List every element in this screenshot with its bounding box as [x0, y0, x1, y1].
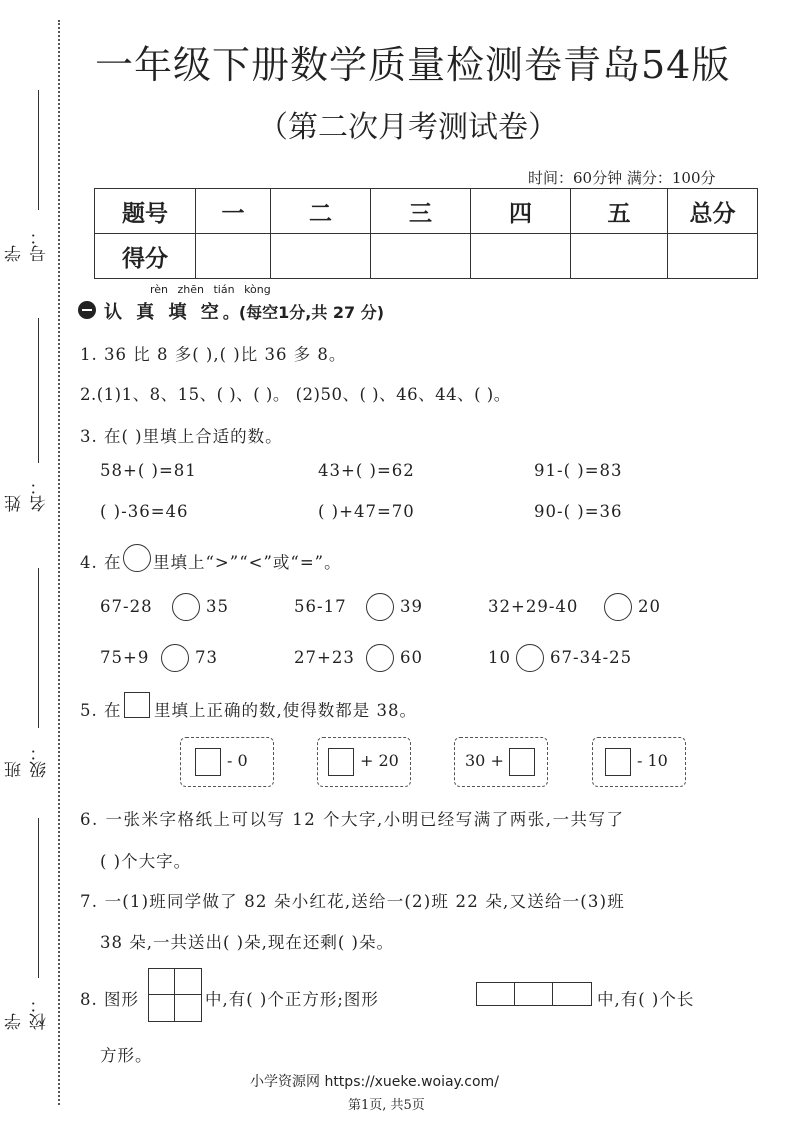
q5-expression-text: + 20	[360, 751, 399, 770]
q5-answer-square[interactable]	[509, 748, 535, 776]
rectangle-strip-figure	[476, 982, 592, 1006]
score-header-cell: 五	[571, 189, 668, 234]
score-row-label: 得分	[95, 234, 196, 279]
q5-expression-box	[592, 737, 686, 787]
grid-line	[174, 969, 175, 1021]
page-number: 第1页, 共5页	[348, 1098, 425, 1113]
question-4-prefix: 4. 在	[80, 553, 122, 572]
time-info: 时间：60分钟 满分：100分	[528, 169, 716, 187]
class-label: 班级：	[5, 744, 50, 778]
question-8-suffix: 中,有( )个长	[597, 990, 695, 1009]
question-6-line1: 6. 一张米字格纸上可以写 12 个大字,小明已经写满了两张,一共写了	[80, 810, 625, 829]
name-line	[38, 318, 39, 463]
score-table-score-row	[95, 234, 758, 279]
question-1: 1. 36 比 8 多( ),( )比 36 多 8。	[80, 345, 347, 364]
q4-right-expr: 39	[400, 597, 423, 616]
q5-expression-box	[317, 737, 411, 787]
question-5-text: 里填上正确的数,使得数都是 38。	[154, 701, 417, 720]
square-grid-figure	[148, 968, 202, 1022]
page-subtitle: （第二次月考测试卷）	[258, 110, 558, 145]
score-cell[interactable]	[271, 234, 371, 279]
q4-answer-circle[interactable]	[161, 644, 189, 672]
q4-right-expr: 67-34-25	[550, 648, 633, 667]
question-4-text: 里填上“>”“<”或“=”。	[153, 553, 342, 572]
score-header-cell: 总分	[668, 189, 758, 234]
q3-item: 90-( )=36	[534, 502, 623, 521]
school-label: 学校：	[5, 996, 50, 1030]
q4-left-expr: 75+9	[100, 648, 150, 667]
question-7-line1: 7. 一(1)班同学做了 82 朵小红花,送给一(2)班 22 朵,又送给一(3)班	[80, 892, 625, 911]
answer-square-icon	[124, 692, 150, 718]
q3-item: 43+( )=62	[318, 461, 415, 480]
name-label: 姓名：	[5, 478, 50, 512]
score-header-cell: 一	[196, 189, 271, 234]
section-pinyin: rèn zhēn tián kòng	[150, 283, 271, 296]
score-header-cell: 三	[371, 189, 471, 234]
section-title	[104, 298, 384, 324]
q4-left-expr: 27+23	[294, 648, 355, 667]
student-id-line	[38, 90, 39, 210]
q3-item: ( )+47=70	[318, 502, 415, 521]
q3-item: 91-( )=83	[534, 461, 623, 480]
q4-right-expr: 35	[206, 597, 229, 616]
section-title-text: 认 真 填 空	[104, 302, 223, 323]
section-note: 。(每空1分,共 27 分)	[222, 303, 385, 322]
score-header-cell: 四	[471, 189, 571, 234]
class-line	[38, 568, 39, 728]
grid-line	[149, 994, 201, 995]
question-2: 2.(1)1、8、15、( )、( )。 (2)50、( )、46、44、( )。	[80, 385, 511, 404]
question-8-prefix: 8. 图形	[80, 990, 139, 1009]
q4-answer-circle[interactable]	[604, 593, 632, 621]
grid-line	[514, 983, 515, 1005]
q5-expression-box	[180, 737, 274, 787]
q3-item: ( )-36=46	[100, 502, 189, 521]
q4-left-expr: 10	[488, 648, 511, 667]
q5-expression-text: - 0	[227, 751, 248, 770]
question-6-line2: ( )个大字。	[100, 852, 192, 871]
score-cell[interactable]	[668, 234, 758, 279]
question-3: 3. 在( )里填上合适的数。	[80, 427, 283, 446]
q5-answer-square[interactable]	[328, 748, 354, 776]
score-header-cell: 二	[271, 189, 371, 234]
score-table-header-row	[95, 189, 758, 234]
compare-circle-icon	[123, 544, 151, 572]
score-cell[interactable]	[471, 234, 571, 279]
q5-answer-square[interactable]	[195, 748, 221, 776]
q4-left-expr: 56-17	[294, 597, 347, 616]
score-table	[94, 188, 758, 279]
score-cell[interactable]	[571, 234, 668, 279]
question-8-middle: 中,有( )个正方形;图形	[205, 990, 379, 1009]
q5-answer-square[interactable]	[605, 748, 631, 776]
q5-expression-box	[454, 737, 548, 787]
section-number-badge-icon	[78, 301, 96, 319]
q4-answer-circle[interactable]	[172, 593, 200, 621]
score-cell[interactable]	[371, 234, 471, 279]
question-7-line2: 38 朵,一共送出( )朵,现在还剩( )朵。	[100, 933, 394, 952]
q4-left-expr: 67-28	[100, 597, 153, 616]
q5-expression-text: 30 +	[465, 751, 504, 770]
q4-right-expr: 73	[195, 648, 218, 667]
grid-line	[552, 983, 553, 1005]
school-line	[38, 818, 39, 978]
binding-dotted-line	[58, 20, 60, 1105]
score-header-cell: 题号	[95, 189, 196, 234]
q4-answer-circle[interactable]	[366, 593, 394, 621]
score-cell[interactable]	[196, 234, 271, 279]
question-8-line2: 方形。	[100, 1046, 153, 1065]
q4-answer-circle[interactable]	[516, 644, 544, 672]
page-title: 一年级下册数学质量检测卷青岛54版	[95, 43, 731, 87]
question-5-prefix: 5. 在	[80, 701, 122, 720]
footer-url: 小学资源网 https://xueke.woiay.com/	[250, 1074, 499, 1090]
q4-left-expr: 32+29-40	[488, 597, 579, 616]
student-id-label: 学号：	[5, 228, 50, 262]
q4-right-expr: 60	[400, 648, 423, 667]
q4-answer-circle[interactable]	[366, 644, 394, 672]
q3-item: 58+( )=81	[100, 461, 197, 480]
q5-expression-text: - 10	[637, 751, 668, 770]
q4-right-expr: 20	[638, 597, 661, 616]
